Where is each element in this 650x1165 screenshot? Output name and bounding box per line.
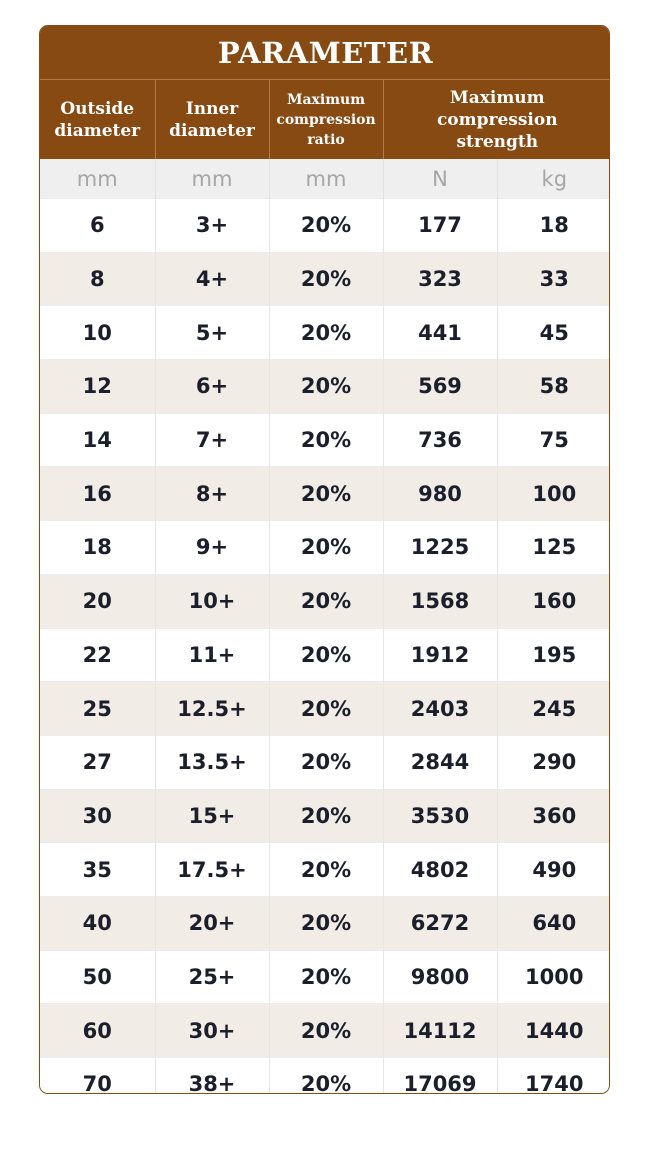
cell-inner-diameter: 17.5+ bbox=[155, 843, 269, 897]
cell-inner-diameter: 11+ bbox=[155, 628, 269, 682]
parameter-table bbox=[40, 26, 610, 1094]
cell-strength-newton: 323 bbox=[383, 252, 497, 306]
cell-outside-diameter: 27 bbox=[40, 735, 155, 789]
cell-outside-diameter: 30 bbox=[40, 789, 155, 843]
cell-outside-diameter: 40 bbox=[40, 896, 155, 950]
header-max-compression-ratio-line1: Maximum bbox=[286, 91, 366, 108]
cell-strength-kg: 100 bbox=[497, 467, 610, 521]
cell-compression-ratio: 20% bbox=[269, 735, 383, 789]
cell-outside-diameter: 70 bbox=[40, 1058, 155, 1095]
table-row bbox=[40, 1058, 610, 1095]
column-header-row bbox=[40, 80, 610, 160]
cell-compression-ratio: 20% bbox=[269, 360, 383, 414]
header-outside-diameter-line2: diameter bbox=[54, 120, 141, 141]
table-row bbox=[40, 467, 610, 521]
cell-compression-ratio: 20% bbox=[269, 1058, 383, 1095]
cell-outside-diameter: 22 bbox=[40, 628, 155, 682]
header-max-compression-strength bbox=[383, 80, 610, 160]
cell-strength-kg: 18 bbox=[497, 199, 610, 253]
cell-strength-kg: 1740 bbox=[497, 1058, 610, 1095]
cell-inner-diameter: 25+ bbox=[155, 950, 269, 1004]
cell-outside-diameter: 50 bbox=[40, 950, 155, 1004]
cell-compression-ratio: 20% bbox=[269, 843, 383, 897]
cell-outside-diameter: 16 bbox=[40, 467, 155, 521]
cell-compression-ratio: 20% bbox=[269, 789, 383, 843]
cell-outside-diameter: 18 bbox=[40, 521, 155, 575]
cell-compression-ratio: 20% bbox=[269, 682, 383, 736]
cell-strength-newton: 736 bbox=[383, 413, 497, 467]
cell-strength-newton: 1912 bbox=[383, 628, 497, 682]
header-max-compression-strength-line2: compression bbox=[436, 109, 558, 130]
cell-strength-kg: 360 bbox=[497, 789, 610, 843]
cell-strength-kg: 160 bbox=[497, 574, 610, 628]
cell-inner-diameter: 12.5+ bbox=[155, 682, 269, 736]
cell-inner-diameter: 9+ bbox=[155, 521, 269, 575]
cell-strength-kg: 490 bbox=[497, 843, 610, 897]
table-row bbox=[40, 950, 610, 1004]
cell-compression-ratio: 20% bbox=[269, 628, 383, 682]
cell-compression-ratio: 20% bbox=[269, 950, 383, 1004]
cell-inner-diameter: 6+ bbox=[155, 360, 269, 414]
table-row bbox=[40, 413, 610, 467]
header-outside-diameter bbox=[40, 80, 155, 160]
header-max-compression-ratio-line3: ratio bbox=[307, 131, 345, 148]
header-max-compression-ratio bbox=[269, 80, 383, 160]
table-row bbox=[40, 735, 610, 789]
cell-inner-diameter: 7+ bbox=[155, 413, 269, 467]
cell-outside-diameter: 6 bbox=[40, 199, 155, 253]
header-inner-diameter-line1: Inner bbox=[185, 98, 239, 119]
table-row bbox=[40, 521, 610, 575]
cell-strength-newton: 2403 bbox=[383, 682, 497, 736]
cell-strength-newton: 980 bbox=[383, 467, 497, 521]
cell-strength-newton: 2844 bbox=[383, 735, 497, 789]
table-title: PARAMETER bbox=[40, 26, 610, 80]
header-max-compression-ratio-line2: compression bbox=[276, 111, 376, 128]
cell-inner-diameter: 10+ bbox=[155, 574, 269, 628]
cell-outside-diameter: 8 bbox=[40, 252, 155, 306]
cell-inner-diameter: 20+ bbox=[155, 896, 269, 950]
cell-inner-diameter: 13.5+ bbox=[155, 735, 269, 789]
cell-strength-kg: 290 bbox=[497, 735, 610, 789]
table-row bbox=[40, 789, 610, 843]
cell-inner-diameter: 8+ bbox=[155, 467, 269, 521]
unit-compression-ratio: mm bbox=[269, 159, 383, 199]
cell-inner-diameter: 38+ bbox=[155, 1058, 269, 1095]
unit-strength-kg: kg bbox=[497, 159, 610, 199]
parameter-table-card bbox=[39, 25, 610, 1094]
table-row bbox=[40, 574, 610, 628]
cell-strength-newton: 177 bbox=[383, 199, 497, 253]
unit-inner-diameter: mm bbox=[155, 159, 269, 199]
cell-inner-diameter: 5+ bbox=[155, 306, 269, 360]
table-row bbox=[40, 199, 610, 253]
table-row bbox=[40, 843, 610, 897]
title-row bbox=[40, 26, 610, 80]
unit-outside-diameter: mm bbox=[40, 159, 155, 199]
cell-outside-diameter: 12 bbox=[40, 360, 155, 414]
cell-outside-diameter: 35 bbox=[40, 843, 155, 897]
cell-strength-newton: 441 bbox=[383, 306, 497, 360]
cell-strength-kg: 75 bbox=[497, 413, 610, 467]
table-row bbox=[40, 306, 610, 360]
table-row bbox=[40, 628, 610, 682]
table-row bbox=[40, 360, 610, 414]
cell-strength-kg: 195 bbox=[497, 628, 610, 682]
cell-compression-ratio: 20% bbox=[269, 199, 383, 253]
cell-strength-kg: 1000 bbox=[497, 950, 610, 1004]
table-row bbox=[40, 896, 610, 950]
cell-strength-newton: 9800 bbox=[383, 950, 497, 1004]
cell-strength-newton: 14112 bbox=[383, 1004, 497, 1058]
cell-strength-kg: 125 bbox=[497, 521, 610, 575]
table-body bbox=[40, 199, 610, 1095]
cell-strength-kg: 640 bbox=[497, 896, 610, 950]
cell-compression-ratio: 20% bbox=[269, 306, 383, 360]
cell-strength-newton: 3530 bbox=[383, 789, 497, 843]
cell-outside-diameter: 20 bbox=[40, 574, 155, 628]
cell-strength-newton: 17069 bbox=[383, 1058, 497, 1095]
cell-strength-kg: 33 bbox=[497, 252, 610, 306]
unit-strength-newton: N bbox=[383, 159, 497, 199]
cell-strength-newton: 4802 bbox=[383, 843, 497, 897]
cell-compression-ratio: 20% bbox=[269, 467, 383, 521]
header-outside-diameter-line1: Outside bbox=[60, 98, 135, 119]
cell-outside-diameter: 25 bbox=[40, 682, 155, 736]
cell-outside-diameter: 14 bbox=[40, 413, 155, 467]
cell-inner-diameter: 3+ bbox=[155, 199, 269, 253]
cell-compression-ratio: 20% bbox=[269, 413, 383, 467]
cell-outside-diameter: 10 bbox=[40, 306, 155, 360]
cell-strength-newton: 569 bbox=[383, 360, 497, 414]
cell-compression-ratio: 20% bbox=[269, 574, 383, 628]
cell-inner-diameter: 30+ bbox=[155, 1004, 269, 1058]
cell-strength-kg: 58 bbox=[497, 360, 610, 414]
cell-compression-ratio: 20% bbox=[269, 896, 383, 950]
cell-compression-ratio: 20% bbox=[269, 521, 383, 575]
cell-strength-newton: 1568 bbox=[383, 574, 497, 628]
unit-row bbox=[40, 159, 610, 199]
table-row bbox=[40, 252, 610, 306]
header-max-compression-strength-line1: Maximum bbox=[449, 87, 545, 108]
header-max-compression-strength-line3: strength bbox=[456, 131, 539, 152]
header-inner-diameter-line2: diameter bbox=[169, 120, 255, 141]
cell-inner-diameter: 15+ bbox=[155, 789, 269, 843]
header-inner-diameter bbox=[155, 80, 269, 160]
table-row bbox=[40, 1004, 610, 1058]
cell-strength-newton: 6272 bbox=[383, 896, 497, 950]
table-row bbox=[40, 682, 610, 736]
cell-outside-diameter: 60 bbox=[40, 1004, 155, 1058]
cell-strength-kg: 45 bbox=[497, 306, 610, 360]
cell-compression-ratio: 20% bbox=[269, 252, 383, 306]
cell-compression-ratio: 20% bbox=[269, 1004, 383, 1058]
cell-inner-diameter: 4+ bbox=[155, 252, 269, 306]
cell-strength-newton: 1225 bbox=[383, 521, 497, 575]
cell-strength-kg: 245 bbox=[497, 682, 610, 736]
cell-strength-kg: 1440 bbox=[497, 1004, 610, 1058]
